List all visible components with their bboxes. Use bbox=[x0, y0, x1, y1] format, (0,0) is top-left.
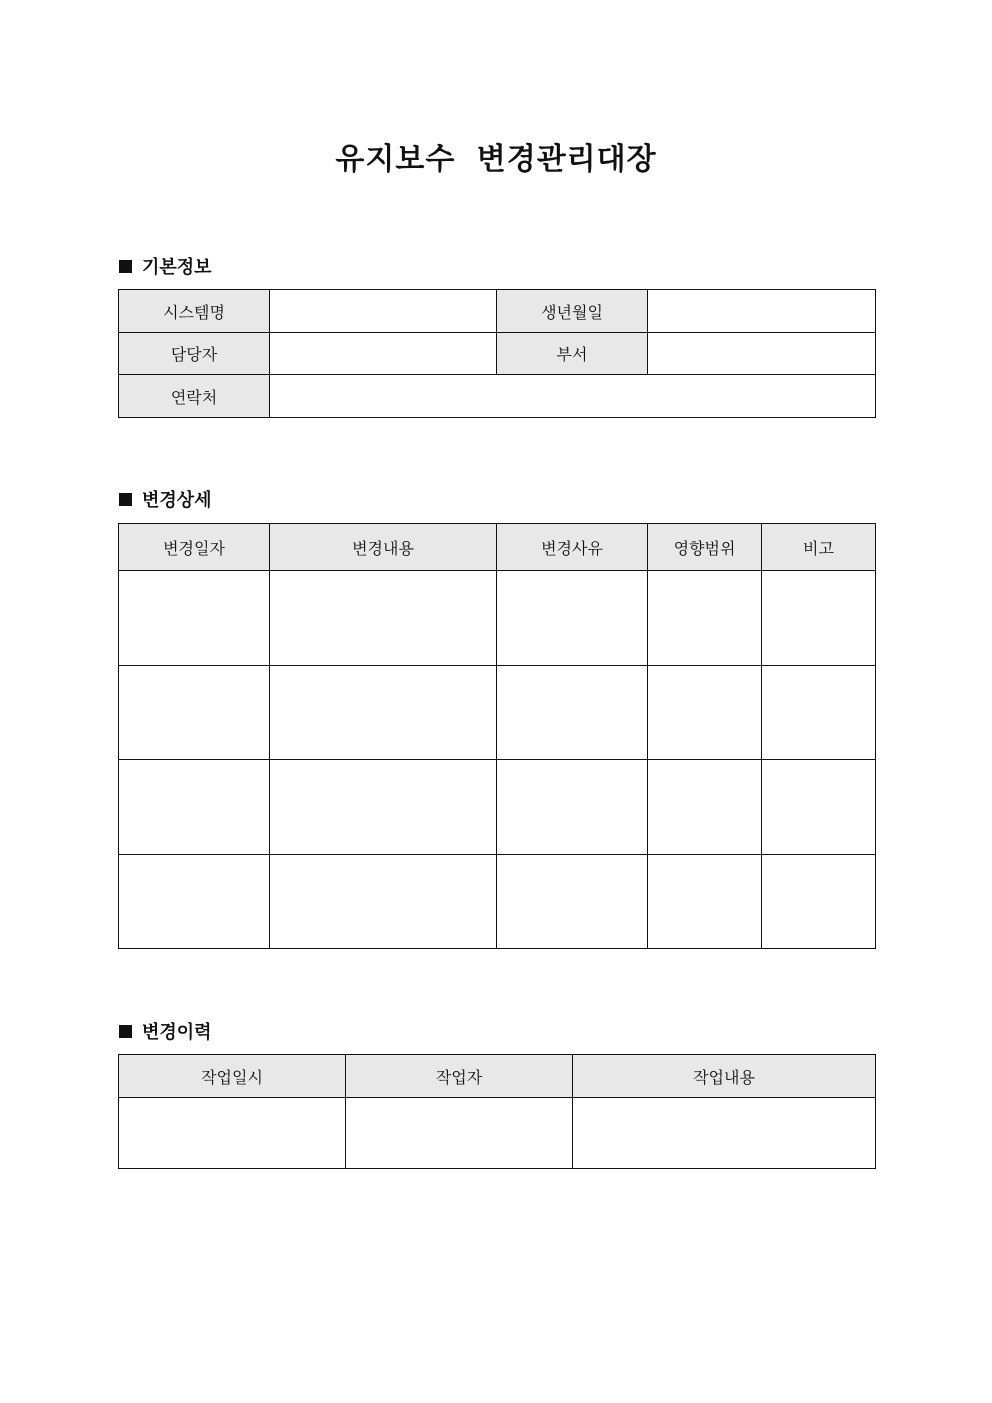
table-cell[interactable] bbox=[270, 760, 497, 855]
table-cell[interactable] bbox=[270, 666, 497, 760]
field-system-name[interactable] bbox=[270, 290, 497, 333]
table-cell[interactable] bbox=[762, 760, 876, 855]
column-header: 작업일시 bbox=[119, 1055, 346, 1098]
table-cell[interactable] bbox=[270, 571, 497, 666]
table-cell[interactable] bbox=[648, 666, 762, 760]
label-manager: 담당자 bbox=[119, 333, 270, 375]
table-cell[interactable] bbox=[497, 855, 648, 949]
table-cell[interactable] bbox=[762, 666, 876, 760]
column-header: 작업내용 bbox=[573, 1055, 876, 1098]
field-contact[interactable] bbox=[270, 375, 876, 418]
basic-info-table bbox=[118, 289, 876, 418]
table-row bbox=[119, 666, 876, 760]
change-detail-table bbox=[118, 523, 876, 949]
column-header: 변경내용 bbox=[270, 524, 497, 571]
table-cell[interactable] bbox=[648, 571, 762, 666]
table-row bbox=[119, 855, 876, 949]
table-cell[interactable] bbox=[573, 1098, 876, 1169]
table-cell[interactable] bbox=[346, 1098, 573, 1169]
section-title: 변경이력 bbox=[142, 1022, 212, 1043]
table-row bbox=[119, 760, 876, 855]
table-cell[interactable] bbox=[119, 855, 270, 949]
table-cell[interactable] bbox=[497, 666, 648, 760]
table-cell[interactable] bbox=[648, 855, 762, 949]
label-birth-date: 생년월일 bbox=[497, 290, 648, 333]
square-bullet-icon bbox=[119, 260, 132, 273]
label-contact: 연락처 bbox=[119, 375, 270, 418]
column-header: 비고 bbox=[762, 524, 876, 571]
section-heading-change-detail bbox=[119, 486, 212, 512]
table-cell[interactable] bbox=[119, 1098, 346, 1169]
column-header: 작업자 bbox=[346, 1055, 573, 1098]
table-cell[interactable] bbox=[119, 666, 270, 760]
field-department[interactable] bbox=[648, 333, 876, 375]
label-system-name: 시스템명 bbox=[119, 290, 270, 333]
column-header: 변경사유 bbox=[497, 524, 648, 571]
table-cell[interactable] bbox=[762, 571, 876, 666]
table-row bbox=[119, 1098, 876, 1169]
section-heading-basic-info bbox=[119, 253, 212, 279]
table-header-row bbox=[119, 1055, 876, 1098]
section-title: 기본정보 bbox=[142, 257, 212, 278]
change-history-table bbox=[118, 1054, 876, 1169]
table-row bbox=[119, 571, 876, 666]
table-header-row bbox=[119, 524, 876, 571]
section-heading-change-history bbox=[119, 1018, 212, 1044]
column-header: 변경일자 bbox=[119, 524, 270, 571]
table-cell[interactable] bbox=[497, 760, 648, 855]
table-cell[interactable] bbox=[497, 571, 648, 666]
table-cell[interactable] bbox=[762, 855, 876, 949]
square-bullet-icon bbox=[119, 1025, 132, 1038]
label-department: 부서 bbox=[497, 333, 648, 375]
document-title: 유지보수 변경관리대장 bbox=[335, 142, 657, 177]
section-title: 변경상세 bbox=[142, 490, 212, 511]
column-header: 영향범위 bbox=[648, 524, 762, 571]
table-cell[interactable] bbox=[119, 571, 270, 666]
table-cell[interactable] bbox=[119, 760, 270, 855]
field-birth-date[interactable] bbox=[648, 290, 876, 333]
table-cell[interactable] bbox=[270, 855, 497, 949]
field-manager[interactable] bbox=[270, 333, 497, 375]
square-bullet-icon bbox=[119, 493, 132, 506]
table-cell[interactable] bbox=[648, 760, 762, 855]
